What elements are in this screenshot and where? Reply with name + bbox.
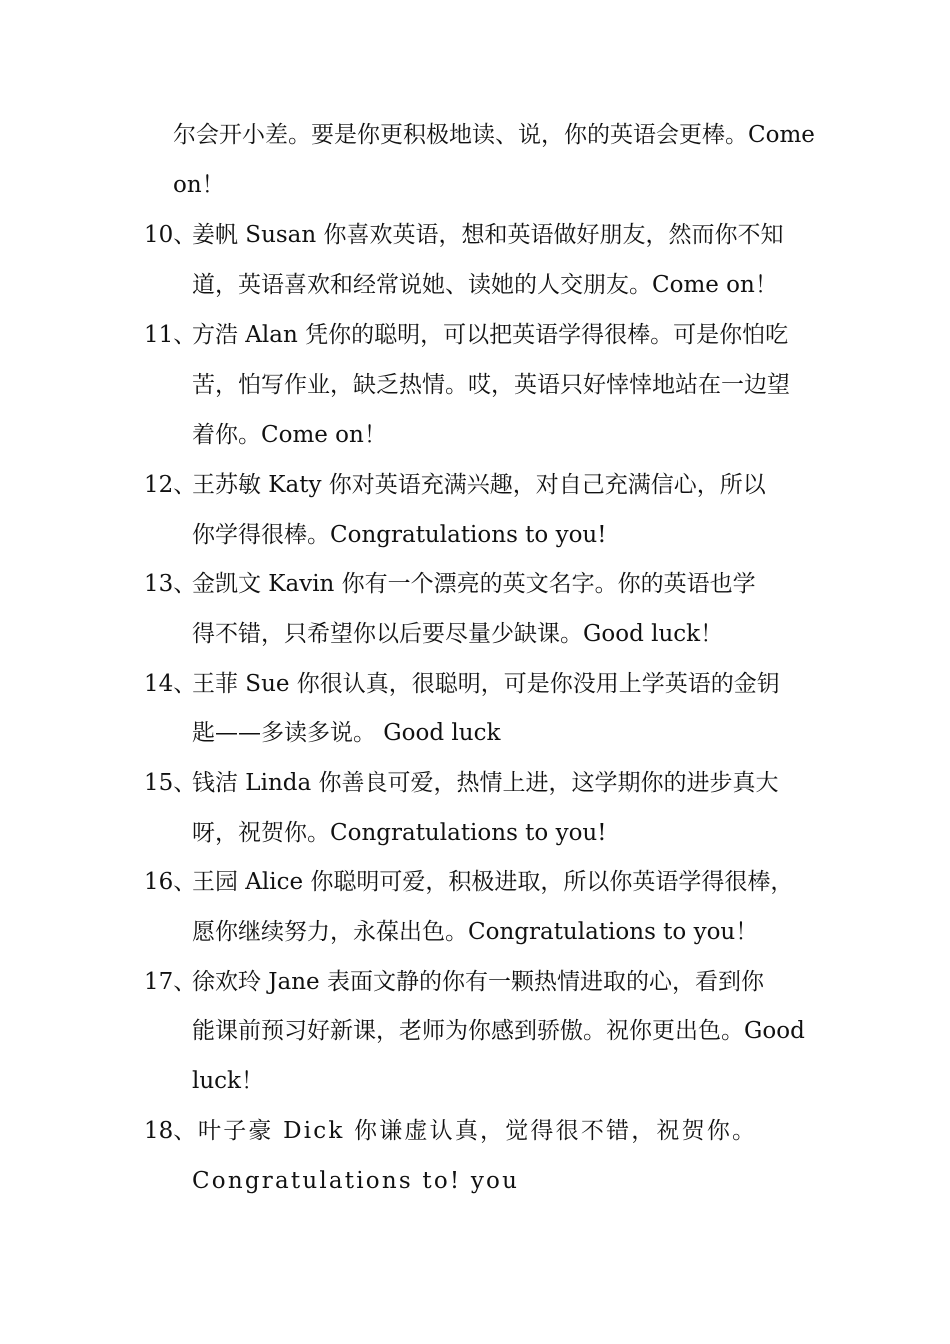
item-number: 14、 (144, 671, 197, 697)
entry-line: luck！ (192, 1068, 264, 1094)
entry-line: 钱洁 Linda 你善良可爱，热情上进，这学期你的进步真大 (192, 770, 779, 796)
entry-line: 苦，怕写作业，缺乏热情。哎，英语只好悻悻地站在一边望 (192, 372, 790, 398)
entry-line: 得不错，只希望你以后要尽量少缺课。Good luck！ (192, 621, 724, 647)
item-number: 12、 (144, 472, 197, 498)
entry-line: 王园 Alice 你聪明可爱，积极进取，所以你英语学得很棒， (192, 869, 794, 895)
item-number: 16、 (144, 869, 197, 895)
item-number: 15、 (144, 770, 197, 796)
item-number: 17、 (144, 969, 197, 995)
entry-line: 能课前预习好新课，老师为你感到骄傲。祝你更出色。Good (192, 1018, 805, 1044)
entry-line: 匙——多读多说。 Good luck (192, 720, 501, 746)
entry-line: 叶子豪 Dick 你谦虚认真，觉得很不错，祝贺你。 (198, 1118, 758, 1144)
entry-line: 愿你继续努力，永葆出色。Congratulations to you！ (192, 919, 759, 945)
item-number: 10、 (144, 222, 197, 248)
item-number: 11、 (144, 322, 197, 348)
entry-line: 王菲 Sue 你很认真，很聪明，可是你没用上学英语的金钥 (192, 671, 780, 697)
entry-line: 你学得很棒。Congratulations to you! (192, 522, 607, 548)
entry-line: 王苏敏 Katy 你对英语充满兴趣，对自己充满信心，所以 (192, 472, 766, 498)
entry-line: 呀，祝贺你。Congratulations to you! (192, 820, 607, 846)
entry-line: Congratulations to! you (192, 1168, 520, 1194)
item-number: 13、 (144, 571, 197, 597)
paragraph-line: 尔会开小差。要是你更积极地读、说，你的英语会更棒。Come (173, 122, 815, 148)
entry-line: 着你。Come on！ (192, 422, 387, 448)
entry-line: 方浩 Alan 凭你的聪明，可以把英语学得很棒。可是你怕吃 (192, 322, 789, 348)
entry-line: 徐欢玲 Jane 表面文静的你有一颗热情进取的心，看到你 (192, 969, 764, 995)
entry-line: 金凯文 Kavin 你有一个漂亮的英文名字。你的英语也学 (192, 571, 756, 597)
item-number: 18、 (144, 1118, 197, 1144)
paragraph-line: on！ (173, 172, 225, 198)
entry-line: 道，英语喜欢和经常说她、读她的人交朋友。Come on！ (192, 272, 778, 298)
entry-line: 姜帆 Susan 你喜欢英语，想和英语做好朋友，然而你不知 (192, 222, 784, 248)
